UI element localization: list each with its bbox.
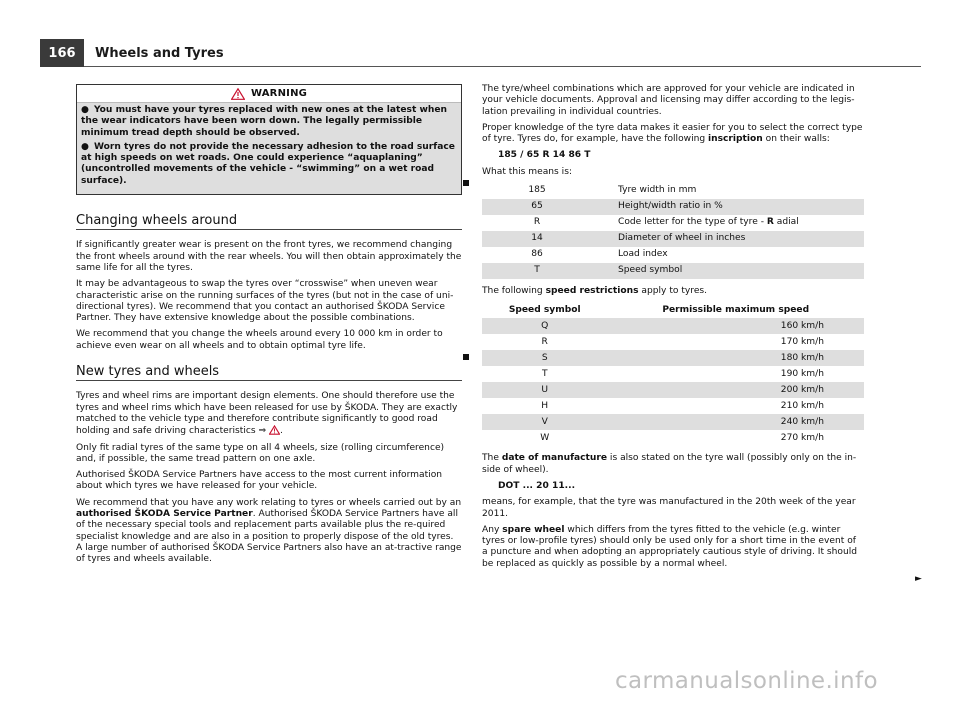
table-row (482, 247, 864, 263)
table-cell: Q (482, 318, 607, 334)
tyre-spec-table (482, 183, 864, 279)
bullet-icon: ● (81, 105, 89, 115)
paragraph-bold: spare wheel (502, 524, 565, 535)
paragraph: means, for example, that the tyre was manufactured in the 20th week of the year 2011. (482, 497, 856, 519)
warning-item-text: Worn tyres do not provide the necessary adhesion to the road surface at high speeds on wet roads. One could experience “aquaplaning” (uncontrolled movements of the vehicle - “swimming” on a wet road surface). (81, 141, 455, 186)
table-cell: 170 km/h (780, 336, 824, 347)
table-row (482, 231, 864, 247)
speed-table (482, 302, 864, 446)
table-cell: Tyre width in mm (618, 185, 697, 196)
paragraph: It may be advantageous to swap the tyres over “crosswise” when uneven wear characteristic arise on the running surfaces of the tyres (but not in the case of uni-directional tyres). We recommend that you contact an authorised ŠKODA Service Partner. They have extensive knowledge about the possible combinations. (76, 279, 454, 324)
warning-item (81, 142, 457, 187)
warning-icon (231, 88, 245, 100)
table-cell: T (541, 368, 548, 379)
paragraph-text: apply to tyres. (638, 286, 708, 297)
end-of-section-mark (463, 180, 469, 186)
page-title: Wheels and Tyres (95, 46, 224, 61)
paragraph: Only fit radial tyres of the same type on all 4 wheels, size (rolling circumference) and, if possible, the same tread pattern on one axle. (76, 442, 445, 464)
paragraph: Authorised ŠKODA Service Partners have access to the most current information about which tyres we have released for your vehicle. (76, 470, 443, 492)
table-row (482, 199, 864, 215)
paragraph-text: The (482, 453, 502, 464)
column-header: Speed symbol (508, 304, 581, 315)
table-cell: Load index (618, 249, 668, 260)
table-cell: 270 km/h (780, 432, 824, 443)
paragraph-text: . Authorised ŠKODA Service Partners have all of the necessary special tools and replacement parts available plus the re-quired specialist knowledge and are also in a position to properly dispose of the old tyres. A large number of authorised ŠKODA Service Partners also have an at-tractive range of tyres and wheels available. (76, 509, 462, 565)
paragraph-text: Tyres and wheel rims are important design elements. One should therefore use the tyres and wheel rims which have been released for use by ŠKODA. They are exactly matched to the vehicle type and therefore contribute significantly to good road holding and safe driving characteristics ⇒ (76, 391, 458, 437)
warning-body (77, 103, 461, 194)
table-header-row (482, 302, 864, 318)
table-cell: 190 km/h (780, 368, 824, 379)
paragraph-text: Any (482, 524, 503, 535)
table-row (482, 263, 864, 279)
warning-box (76, 84, 462, 195)
continue-arrow-icon: ► (915, 574, 922, 584)
table-row (482, 215, 864, 231)
warning-header (77, 85, 461, 103)
paragraph-end: . (280, 426, 283, 437)
table-cell: 180 km/h (607, 350, 864, 366)
warning-label: WARNING (250, 87, 308, 99)
table-row (482, 318, 864, 334)
paragraph-text: Proper knowledge of the tyre data makes it easier for you to select the correct type of tyre. Tyres do, for example, have the following (482, 122, 863, 145)
right-column (482, 84, 864, 575)
paragraph: The tyre/wheel combinations which are approved for your vehicle are indicated in your vehicle documents. Approval and licensing may differ according to the legis-lation prevailing in individual countries. (482, 84, 855, 117)
table-row (482, 334, 864, 350)
warning-item-text: You must have your tyres replaced with new ones at the latest when the wear indicators have been worn down. The legally permissible minimum tread depth should be observed. (81, 105, 447, 138)
paragraph (482, 286, 864, 297)
table-cell: T (482, 263, 592, 279)
table-cell: S (482, 350, 607, 366)
paragraph-bold: inscription (708, 134, 763, 145)
paragraph-bold: date of manufacture (501, 453, 608, 464)
table-row (482, 382, 864, 398)
paragraph-bold: speed restrictions (545, 286, 639, 297)
bullet-icon: ● (81, 141, 89, 152)
table-cell: Diameter of wheel in inches (592, 231, 864, 247)
column-header: Permissible maximum speed (662, 304, 810, 315)
table-cell: 65 (482, 199, 592, 215)
table-cell: 160 km/h (607, 318, 864, 334)
table-cell: 185 (528, 185, 546, 196)
cell-text: Code letter for the type of tyre - (618, 217, 767, 228)
table-cell: 200 km/h (607, 382, 864, 398)
paragraph (76, 391, 462, 437)
section-heading-changing: Changing wheels around (76, 215, 462, 230)
table-row (482, 350, 864, 366)
page-header (0, 39, 921, 67)
table-cell: 86 (531, 249, 543, 260)
table-cell: R (533, 217, 541, 228)
warning-item (81, 105, 457, 139)
dot-code: DOT ... 20 11... (498, 480, 576, 491)
table-cell: 240 km/h (607, 414, 864, 430)
paragraph (482, 453, 864, 476)
paragraph-text: on their walls: (762, 134, 830, 145)
paragraph (482, 123, 864, 146)
header-rule (84, 66, 921, 67)
table-cell: R (541, 336, 548, 347)
table-row (482, 183, 864, 199)
table-cell: W (540, 432, 550, 443)
table-cell: Speed symbol (592, 263, 864, 279)
cell-text: adial (773, 217, 799, 228)
table-cell: H (541, 400, 549, 411)
table-cell: 14 (482, 231, 592, 247)
paragraph-text: is also stated on the tyre wall (possibly only on the in-side of wheel). (482, 453, 857, 475)
paragraph: If significantly greater wear is present on the front tyres, we recommend changing the front wheels around with the rear wheels. You will then obtain approximately the same life for all the tyres. (76, 240, 462, 273)
table-cell: 210 km/h (780, 400, 824, 411)
page-number: 166 (40, 39, 84, 67)
paragraph-text: The following (482, 286, 546, 297)
left-column (76, 84, 462, 571)
table-cell: V (482, 414, 607, 430)
table-row (482, 414, 864, 430)
watermark: carmanualsonline.info (615, 668, 878, 694)
paragraph: We recommend that you change the wheels around every 10 000 km in order to achieve even wear on all wheels and to obtain optimal tyre life. (76, 329, 443, 351)
table-row (482, 430, 864, 446)
paragraph: What this means is: (482, 166, 573, 177)
paragraph (482, 525, 864, 570)
table-cell: Height/width ratio in % (592, 199, 864, 215)
paragraph-text: We recommend that you have any work relating to tyres or wheels carried out by an (76, 497, 462, 508)
table-row (482, 366, 864, 382)
table-row (482, 398, 864, 414)
warning-ref-icon[interactable] (269, 425, 280, 435)
paragraph (76, 498, 462, 566)
section-heading-new-tyres: New tyres and wheels (76, 366, 462, 381)
tyre-inscription: 185 / 65 R 14 86 T (498, 150, 591, 161)
table-cell: U (482, 382, 607, 398)
paragraph-bold: authorised ŠKODA Service Partner (76, 509, 253, 520)
table-cell (592, 215, 864, 231)
end-of-section-mark (463, 354, 469, 360)
paragraph-text: which differs from the tyres fitted to the vehicle (e.g. winter tyres or low-profile tyres) should only be used only for a short time in the event of a puncture and when adopting an appropriately cautious style of driving. It should be replaced as quickly as possible by a normal wheel. (482, 524, 858, 569)
cell-bold: R (766, 217, 774, 228)
